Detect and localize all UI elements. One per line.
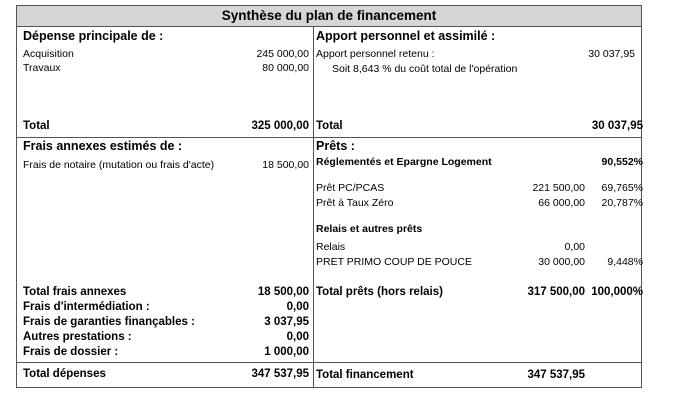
pret-taux-zero-label: Prêt à Taux Zéro — [316, 197, 394, 209]
frais-intermediation-label: Frais d'intermédiation : — [23, 301, 150, 313]
pret-primo-pct: 9,448% — [607, 256, 643, 268]
frais-garanties-label: Frais de garanties finançables : — [23, 316, 195, 328]
relais-label: Relais — [316, 241, 346, 253]
pret-pcpas-value: 221 500,00 — [532, 182, 585, 194]
frais-dossier-label: Frais de dossier : — [23, 346, 119, 358]
total-frais-annexes-value: 18 500,00 — [257, 286, 309, 298]
total-prets-label: Total prêts (hors relais) — [316, 286, 443, 298]
financing-summary-panel — [16, 5, 642, 388]
acquisition-value: 245 000,00 — [256, 48, 309, 60]
row-divider — [17, 137, 641, 138]
pret-pcpas-pct: 69,765% — [601, 182, 643, 194]
travaux-value: 80 000,00 — [262, 62, 309, 74]
column-divider — [313, 27, 314, 388]
apport-percentage-text: Soit 8,643 % du coût total de l'opération — [332, 63, 518, 75]
prets-header: Prêts : — [316, 139, 355, 153]
apport-total-value: 30 037,95 — [591, 120, 643, 132]
pret-taux-zero-value: 66 000,00 — [538, 197, 585, 209]
acquisition-label: Acquisition — [23, 48, 74, 60]
total-depenses-label: Total dépenses — [23, 368, 106, 380]
reglementes-pct: 90,552% — [601, 156, 643, 168]
frais-notaire-label: Frais de notaire (mutation ou frais d'acte) — [23, 159, 215, 171]
apport-total-label: Total — [316, 120, 343, 132]
pret-primo-value: 30 000,00 — [538, 256, 585, 268]
depense-total-label: Total — [23, 120, 50, 132]
autres-prestations-value: 0,00 — [286, 331, 309, 343]
relais-value: 0,00 — [564, 241, 585, 253]
total-financement-value: 347 537,95 — [527, 369, 585, 381]
panel-title: Synthèse du plan de financement — [17, 6, 641, 27]
travaux-label: Travaux — [23, 62, 61, 74]
apport-retenu-label: Apport personnel retenu : — [316, 48, 435, 60]
total-financement-label: Total financement — [316, 369, 414, 381]
depense-header: Dépense principale de : — [23, 29, 164, 43]
frais-intermediation-value: 0,00 — [286, 301, 309, 313]
autres-prestations-label: Autres prestations : — [23, 331, 132, 343]
apport-retenu-value: 30 037,95 — [588, 48, 635, 60]
frais-garanties-value: 3 037,95 — [264, 316, 309, 328]
relais-header: Relais et autres prêts — [316, 223, 423, 235]
apport-header: Apport personnel et assimilé : — [316, 29, 496, 43]
frais-notaire-value: 18 500,00 — [262, 159, 309, 171]
totals-divider — [17, 362, 641, 363]
reglementes-label: Réglementés et Epargne Logement — [316, 156, 492, 168]
frais-header: Frais annexes estimés de : — [23, 139, 183, 153]
pret-pcpas-label: Prêt PC/PCAS — [316, 182, 385, 194]
pret-primo-label: PRET PRIMO COUP DE POUCE — [316, 256, 472, 268]
depense-total-value: 325 000,00 — [251, 120, 309, 132]
total-prets-pct: 100,000% — [591, 286, 643, 298]
frais-dossier-value: 1 000,00 — [264, 346, 309, 358]
pret-taux-zero-pct: 20,787% — [601, 197, 643, 209]
total-frais-annexes-label: Total frais annexes — [23, 286, 127, 298]
total-prets-value: 317 500,00 — [527, 286, 585, 298]
total-depenses-value: 347 537,95 — [251, 368, 309, 380]
